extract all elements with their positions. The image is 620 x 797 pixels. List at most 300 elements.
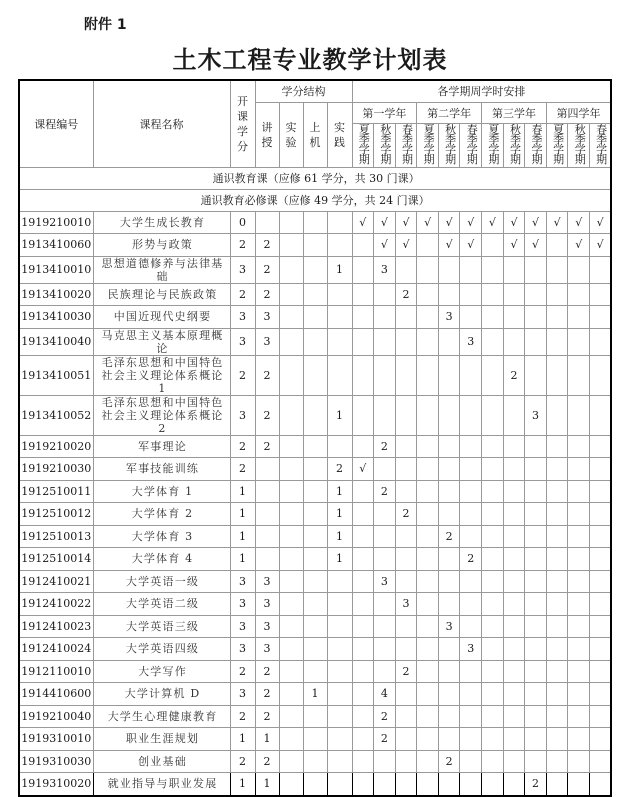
semester-hours: 2 (438, 750, 460, 773)
semester-hours (546, 773, 568, 796)
semester-hours (546, 328, 568, 355)
practice-credits (327, 638, 352, 661)
lab-credits (279, 638, 303, 661)
lab-credits (279, 234, 303, 257)
lecture-credits: 3 (255, 593, 279, 616)
semester-hours (546, 728, 568, 751)
semester-hours (590, 395, 612, 435)
semester-hours: 2 (460, 548, 482, 571)
semester-hours (590, 773, 612, 796)
semester-hours (590, 593, 612, 616)
semester-hours (503, 328, 525, 355)
semester-hours (503, 548, 525, 571)
semester-hours: 3 (438, 615, 460, 638)
semester-hours (417, 750, 439, 773)
course-name: 大学英语二级 (93, 593, 230, 616)
semester-hours (482, 728, 504, 751)
semester-hours (417, 458, 439, 481)
semester-hours (525, 355, 547, 395)
semester-hours (352, 570, 374, 593)
computer-credits (303, 256, 327, 283)
semester-hours (525, 705, 547, 728)
semester-hours (568, 283, 590, 306)
semester-hours (438, 683, 460, 706)
course-name: 大学英语四级 (93, 638, 230, 661)
header-year-4: 第四学年 (546, 102, 611, 123)
semester-hours (482, 328, 504, 355)
semester-hours (503, 458, 525, 481)
semester-hours (568, 548, 590, 571)
header-semester: 春季学期 (395, 123, 417, 167)
computer-credits (303, 234, 327, 257)
course-name: 毛泽东思想和中国特色社会主义理论体系概论 2 (93, 395, 230, 435)
semester-hours (568, 728, 590, 751)
course-name: 形势与政策 (93, 234, 230, 257)
course-code: 1919210040 (19, 705, 93, 728)
semester-hours (395, 525, 417, 548)
practice-credits (327, 660, 352, 683)
semester-hours (525, 256, 547, 283)
semester-hours (503, 306, 525, 329)
lecture-credits: 1 (255, 773, 279, 796)
course-code: 1919210010 (19, 211, 93, 234)
lecture-credits: 2 (255, 395, 279, 435)
semester-hours (525, 283, 547, 306)
course-credits: 2 (230, 234, 255, 257)
semester-hours (438, 503, 460, 526)
computer-credits (303, 355, 327, 395)
computer-credits (303, 525, 327, 548)
lab-credits (279, 728, 303, 751)
semester-hours (525, 593, 547, 616)
semester-hours (546, 593, 568, 616)
semester-hours (568, 683, 590, 706)
semester-hours (482, 395, 504, 435)
semester-hours (417, 525, 439, 548)
lecture-credits (255, 525, 279, 548)
course-credits: 3 (230, 683, 255, 706)
semester-hours (525, 328, 547, 355)
lecture-credits: 2 (255, 234, 279, 257)
semester-hours (460, 660, 482, 683)
semester-hours (590, 480, 612, 503)
semester-hours (417, 395, 439, 435)
semester-hours (374, 503, 396, 526)
lecture-credits: 1 (255, 728, 279, 751)
lecture-credits: 2 (255, 283, 279, 306)
semester-hours (460, 435, 482, 458)
semester-hours: √ (438, 211, 460, 234)
semester-hours: 2 (395, 283, 417, 306)
course-row (19, 705, 611, 728)
semester-hours: √ (590, 234, 612, 257)
semester-hours (438, 435, 460, 458)
semester-hours (374, 395, 396, 435)
course-row (19, 306, 611, 329)
semester-hours (374, 355, 396, 395)
semester-hours (546, 480, 568, 503)
course-code: 1913410040 (19, 328, 93, 355)
semester-hours (503, 256, 525, 283)
semester-hours (460, 773, 482, 796)
course-code: 1912510011 (19, 480, 93, 503)
semester-hours (438, 728, 460, 751)
lecture-credits: 2 (255, 750, 279, 773)
semester-hours: √ (568, 211, 590, 234)
semester-hours (482, 548, 504, 571)
computer-credits (303, 660, 327, 683)
semester-hours: 3 (438, 306, 460, 329)
computer-credits: 1 (303, 683, 327, 706)
semester-hours (460, 593, 482, 616)
semester-hours (568, 480, 590, 503)
semester-hours (460, 503, 482, 526)
semester-hours: 2 (395, 660, 417, 683)
semester-hours: 2 (374, 728, 396, 751)
semester-hours (417, 355, 439, 395)
semester-hours (503, 593, 525, 616)
header-semester: 秋季学期 (503, 123, 525, 167)
semester-hours (590, 615, 612, 638)
course-code: 1913410051 (19, 355, 93, 395)
computer-credits (303, 773, 327, 796)
course-code: 1919310020 (19, 773, 93, 796)
course-name: 职业生涯规划 (93, 728, 230, 751)
header-course-code: 课程编号 (19, 80, 93, 167)
semester-hours (374, 660, 396, 683)
practice-credits (327, 593, 352, 616)
course-code: 1913410030 (19, 306, 93, 329)
practice-credits (327, 435, 352, 458)
course-name: 就业指导与职业发展 (93, 773, 230, 796)
course-row (19, 615, 611, 638)
semester-hours (546, 660, 568, 683)
semester-hours (590, 306, 612, 329)
semester-hours (352, 503, 374, 526)
semester-hours (590, 728, 612, 751)
semester-hours (417, 435, 439, 458)
semester-hours (417, 593, 439, 616)
semester-hours: 3 (460, 638, 482, 661)
computer-credits (303, 458, 327, 481)
course-credits: 1 (230, 773, 255, 796)
semester-hours (395, 683, 417, 706)
semester-hours (352, 705, 374, 728)
semester-hours (395, 435, 417, 458)
course-credits: 3 (230, 593, 255, 616)
semester-hours (395, 395, 417, 435)
semester-hours (482, 355, 504, 395)
semester-hours (417, 548, 439, 571)
semester-hours (352, 256, 374, 283)
semester-hours (438, 458, 460, 481)
course-row (19, 750, 611, 773)
semester-hours (503, 283, 525, 306)
course-credits: 2 (230, 355, 255, 395)
semester-hours (374, 328, 396, 355)
semester-hours (395, 570, 417, 593)
semester-hours (374, 750, 396, 773)
course-credits: 1 (230, 728, 255, 751)
semester-hours (395, 458, 417, 481)
header-semester: 春季学期 (525, 123, 547, 167)
course-row (19, 660, 611, 683)
semester-hours (352, 593, 374, 616)
practice-credits: 1 (327, 525, 352, 548)
course-row (19, 593, 611, 616)
semester-hours (460, 480, 482, 503)
semester-hours (352, 395, 374, 435)
semester-hours (590, 435, 612, 458)
header-year-1: 第一学年 (352, 102, 417, 123)
semester-hours: 3 (525, 395, 547, 435)
semester-hours (417, 570, 439, 593)
semester-hours (438, 705, 460, 728)
semester-hours: 3 (374, 256, 396, 283)
semester-hours (590, 683, 612, 706)
header-lab: 实验 (279, 102, 303, 167)
semester-hours: √ (374, 234, 396, 257)
semester-hours: 2 (374, 435, 396, 458)
course-credits: 3 (230, 570, 255, 593)
semester-hours: 2 (525, 773, 547, 796)
course-code: 1912510014 (19, 548, 93, 571)
course-code: 1919210020 (19, 435, 93, 458)
semester-hours (395, 328, 417, 355)
header-semester: 春季学期 (460, 123, 482, 167)
semester-hours (546, 355, 568, 395)
course-credits: 3 (230, 328, 255, 355)
semester-hours: 3 (395, 593, 417, 616)
semester-hours (352, 355, 374, 395)
header-semester: 秋季学期 (374, 123, 396, 167)
semester-hours: 2 (503, 355, 525, 395)
lab-credits (279, 570, 303, 593)
semester-hours (417, 503, 439, 526)
section-general-education: 通识教育课（应修 61 学分，共 30 门课） (19, 167, 611, 189)
semester-hours (503, 638, 525, 661)
semester-hours (482, 593, 504, 616)
course-credits: 0 (230, 211, 255, 234)
semester-hours (525, 728, 547, 751)
course-code: 1912510012 (19, 503, 93, 526)
lecture-credits: 2 (255, 355, 279, 395)
teaching-plan-table (18, 79, 612, 797)
semester-hours (525, 480, 547, 503)
semester-hours (568, 638, 590, 661)
semester-hours (417, 480, 439, 503)
semester-hours (525, 638, 547, 661)
lecture-credits: 3 (255, 570, 279, 593)
semester-hours (482, 773, 504, 796)
semester-hours (590, 256, 612, 283)
semester-hours (352, 525, 374, 548)
semester-hours (525, 750, 547, 773)
semester-hours (568, 306, 590, 329)
semester-hours: √ (395, 234, 417, 257)
course-credits: 1 (230, 525, 255, 548)
semester-hours (503, 660, 525, 683)
semester-hours: √ (568, 234, 590, 257)
semester-hours (482, 283, 504, 306)
computer-credits (303, 570, 327, 593)
semester-hours (417, 234, 439, 257)
semester-hours (546, 256, 568, 283)
semester-hours (482, 234, 504, 257)
course-row (19, 234, 611, 257)
semester-hours (482, 480, 504, 503)
course-code: 1919310010 (19, 728, 93, 751)
semester-hours (482, 525, 504, 548)
course-code: 1914410600 (19, 683, 93, 706)
semester-hours: √ (503, 211, 525, 234)
course-credits: 3 (230, 615, 255, 638)
lab-credits (279, 773, 303, 796)
course-name: 民族理论与民族政策 (93, 283, 230, 306)
semester-hours (590, 503, 612, 526)
semester-hours: √ (546, 211, 568, 234)
semester-hours (460, 256, 482, 283)
practice-credits (327, 683, 352, 706)
semester-hours (395, 306, 417, 329)
lab-credits (279, 355, 303, 395)
semester-hours (482, 435, 504, 458)
semester-hours (525, 660, 547, 683)
semester-hours (568, 355, 590, 395)
semester-hours (352, 728, 374, 751)
semester-hours (417, 283, 439, 306)
course-name: 思想道德修养与法律基础 (93, 256, 230, 283)
semester-hours (568, 750, 590, 773)
semester-hours (482, 683, 504, 706)
page-title: 土木工程专业教学计划表 (172, 45, 448, 74)
header-lecture: 讲授 (255, 102, 279, 167)
header-semester: 秋季学期 (568, 123, 590, 167)
semester-hours (417, 728, 439, 751)
course-code: 1912410023 (19, 615, 93, 638)
semester-hours (525, 525, 547, 548)
semester-hours (374, 306, 396, 329)
semester-hours (525, 570, 547, 593)
lecture-credits: 2 (255, 660, 279, 683)
lab-credits (279, 615, 303, 638)
practice-credits (327, 283, 352, 306)
course-name: 大学写作 (93, 660, 230, 683)
semester-hours (525, 306, 547, 329)
computer-credits (303, 548, 327, 571)
semester-hours (546, 750, 568, 773)
semester-hours (525, 458, 547, 481)
semester-hours (503, 728, 525, 751)
semester-hours (568, 256, 590, 283)
header-semester: 夏季学期 (417, 123, 439, 167)
lecture-credits: 3 (255, 638, 279, 661)
semester-hours (438, 395, 460, 435)
semester-hours (525, 615, 547, 638)
semester-hours (482, 615, 504, 638)
semester-hours (417, 256, 439, 283)
semester-hours (395, 615, 417, 638)
lab-credits (279, 256, 303, 283)
semester-hours (417, 773, 439, 796)
semester-hours (438, 660, 460, 683)
practice-credits (327, 355, 352, 395)
semester-hours: 2 (438, 525, 460, 548)
semester-hours: √ (525, 211, 547, 234)
course-credits: 2 (230, 660, 255, 683)
semester-hours (503, 525, 525, 548)
semester-hours (395, 548, 417, 571)
practice-credits: 2 (327, 458, 352, 481)
semester-hours: 4 (374, 683, 396, 706)
semester-hours (374, 458, 396, 481)
course-code: 1913410020 (19, 283, 93, 306)
semester-hours: √ (352, 211, 374, 234)
header-year-2: 第二学年 (417, 102, 482, 123)
semester-hours (460, 728, 482, 751)
semester-hours (438, 328, 460, 355)
semester-hours (546, 638, 568, 661)
semester-hours (395, 355, 417, 395)
semester-hours: 2 (374, 705, 396, 728)
course-credits: 2 (230, 283, 255, 306)
semester-hours (352, 750, 374, 773)
semester-hours (525, 435, 547, 458)
course-credits: 3 (230, 395, 255, 435)
semester-hours (482, 503, 504, 526)
lecture-credits: 3 (255, 615, 279, 638)
header-semester: 春季学期 (590, 123, 612, 167)
lab-credits (279, 683, 303, 706)
semester-hours (525, 548, 547, 571)
semester-hours (482, 660, 504, 683)
semester-hours: √ (438, 234, 460, 257)
semester-hours (546, 683, 568, 706)
course-code: 1912510013 (19, 525, 93, 548)
semester-hours (546, 306, 568, 329)
computer-credits (303, 435, 327, 458)
semester-hours (352, 773, 374, 796)
semester-hours (568, 435, 590, 458)
semester-hours (503, 773, 525, 796)
semester-hours (590, 750, 612, 773)
lecture-credits: 2 (255, 435, 279, 458)
course-row (19, 256, 611, 283)
course-name: 马克思主义基本原理概论 (93, 328, 230, 355)
semester-hours (460, 395, 482, 435)
computer-credits (303, 750, 327, 773)
semester-hours (546, 283, 568, 306)
practice-credits (327, 728, 352, 751)
lab-credits (279, 306, 303, 329)
semester-hours: √ (417, 211, 439, 234)
lab-credits (279, 458, 303, 481)
course-name: 创业基础 (93, 750, 230, 773)
lab-credits (279, 525, 303, 548)
course-name: 大学英语一级 (93, 570, 230, 593)
semester-hours (395, 480, 417, 503)
semester-hours (417, 328, 439, 355)
course-code: 1913410010 (19, 256, 93, 283)
semester-hours (546, 234, 568, 257)
semester-hours (438, 570, 460, 593)
course-code: 1912110010 (19, 660, 93, 683)
course-name: 中国近现代史纲要 (93, 306, 230, 329)
semester-hours (546, 503, 568, 526)
course-row (19, 395, 611, 435)
semester-hours (503, 395, 525, 435)
practice-credits: 1 (327, 480, 352, 503)
